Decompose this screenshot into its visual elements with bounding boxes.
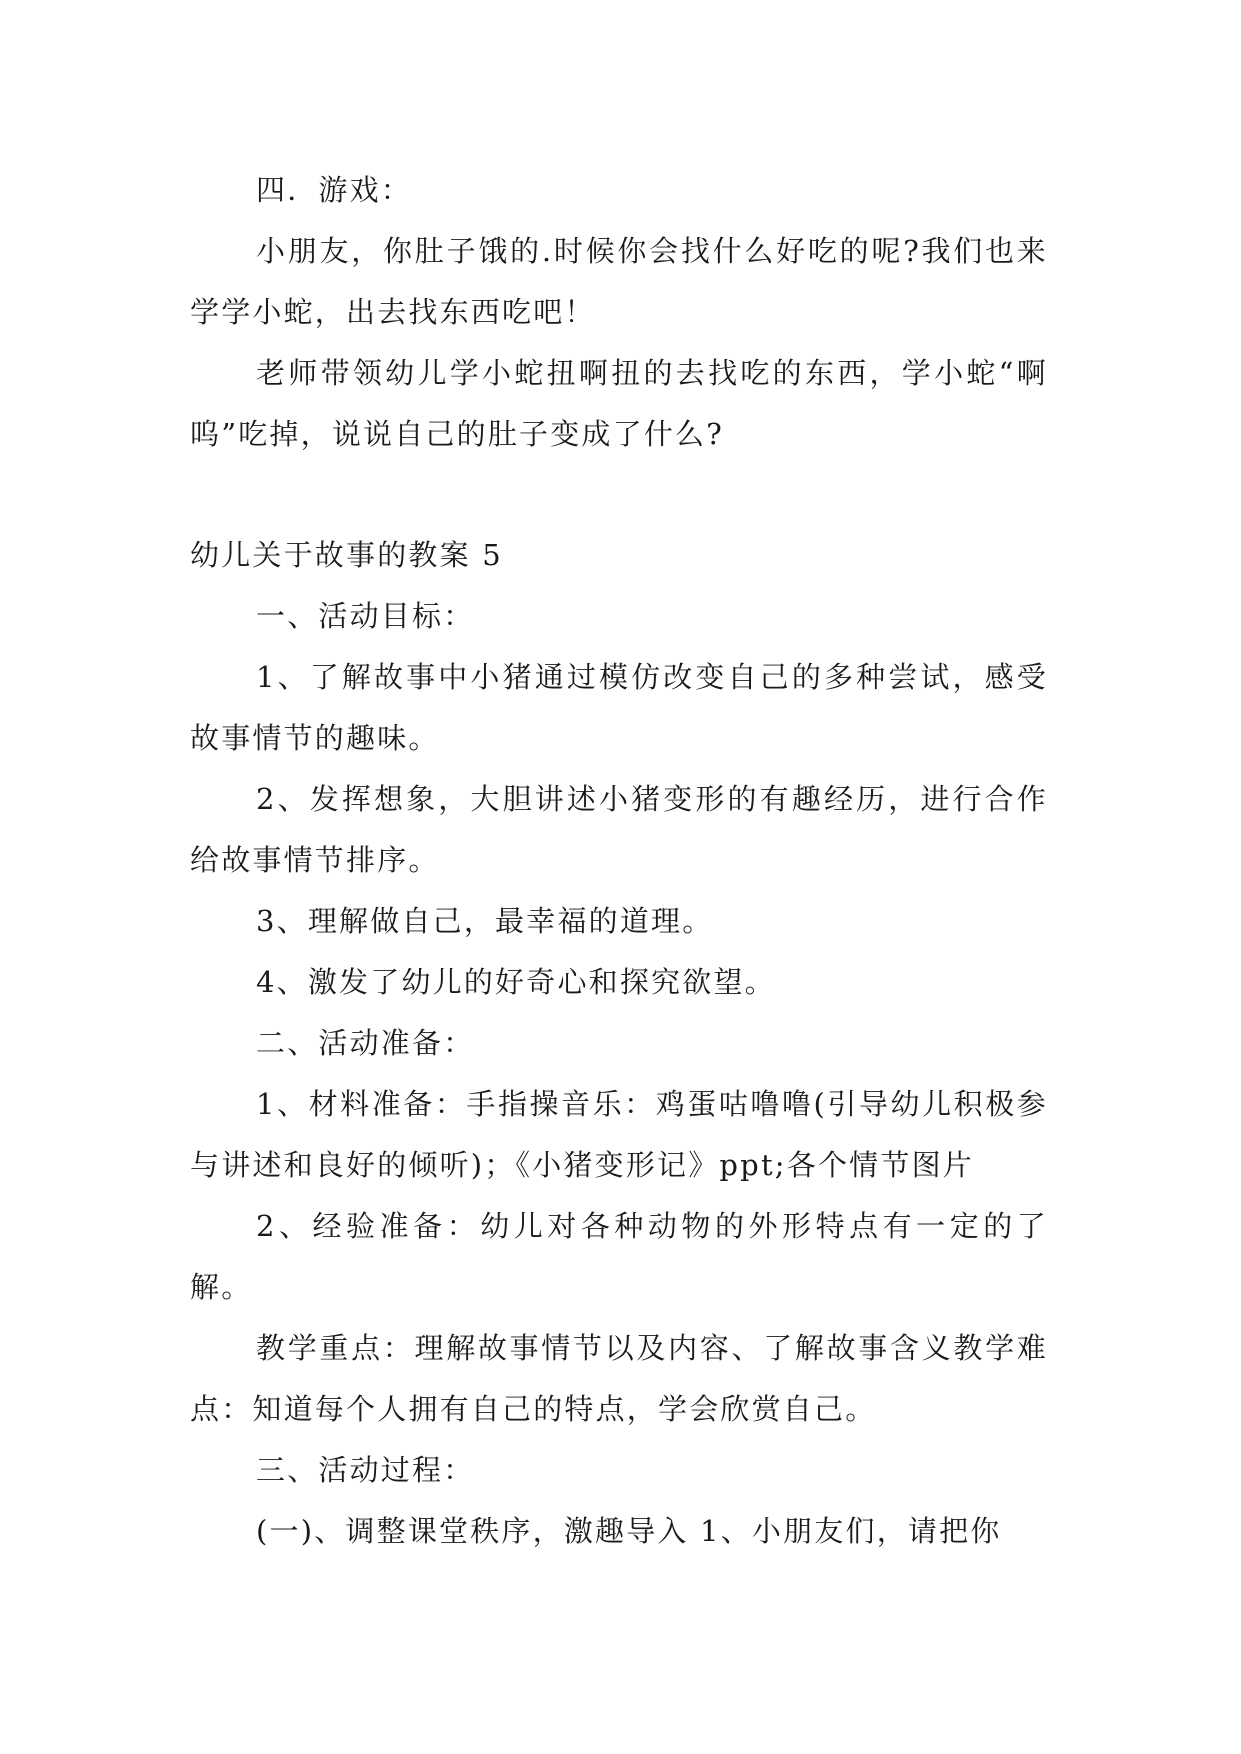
- paragraph-teaching-focus: 教学重点：理解故事情节以及内容、了解故事含义教学难点：知道每个人拥有自己的特点，学会欣赏自己。: [190, 1331, 1048, 1426]
- section-spacer: [190, 465, 1048, 525]
- goal-item-4: 4、激发了幼儿的好奇心和探究欲望。: [256, 965, 776, 999]
- goal-item-1: 1、了解故事中小猪通过模仿改变自己的多种尝试，感受故事情节的趣味。: [190, 660, 1048, 755]
- heading-game: 四．游戏：: [256, 173, 413, 207]
- goal-item-2: 2、发挥想象，大胆讲述小猪变形的有趣经历，进行合作给故事情节排序。: [190, 782, 1048, 877]
- section-title: 幼儿关于故事的教案 5: [190, 538, 503, 572]
- heading-activity-goals: 一、活动目标：: [256, 599, 475, 633]
- prep-item-1: 1、材料准备：手指操音乐：鸡蛋咕噜噜(引导幼儿积极参与讲述和良好的倾听)；《小猪变形记》ppt;各个情节图片: [190, 1087, 1048, 1182]
- goal-item-3: 3、理解做自己，最幸福的道理。: [256, 904, 714, 938]
- document-body: [190, 160, 1048, 1562]
- heading-activity-process: 三、活动过程：: [256, 1453, 475, 1487]
- paragraph-find-food: 小朋友，你肚子饿的.时候你会找什么好吃的呢?我们也来学学小蛇，出去找东西吃吧！: [190, 234, 1048, 329]
- prep-item-2: 2、经验准备：幼儿对各种动物的外形特点有一定的了解。: [190, 1209, 1048, 1304]
- process-item-1: (一)、调整课堂秩序，激趣导入 1、小朋友们，请把你: [256, 1514, 1002, 1548]
- paragraph-teacher-leads: 老师带领幼儿学小蛇扭啊扭的去找吃的东西，学小蛇“啊呜”吃掉，说说自己的肚子变成了什么?: [190, 356, 1048, 451]
- heading-activity-prep: 二、活动准备：: [256, 1026, 475, 1060]
